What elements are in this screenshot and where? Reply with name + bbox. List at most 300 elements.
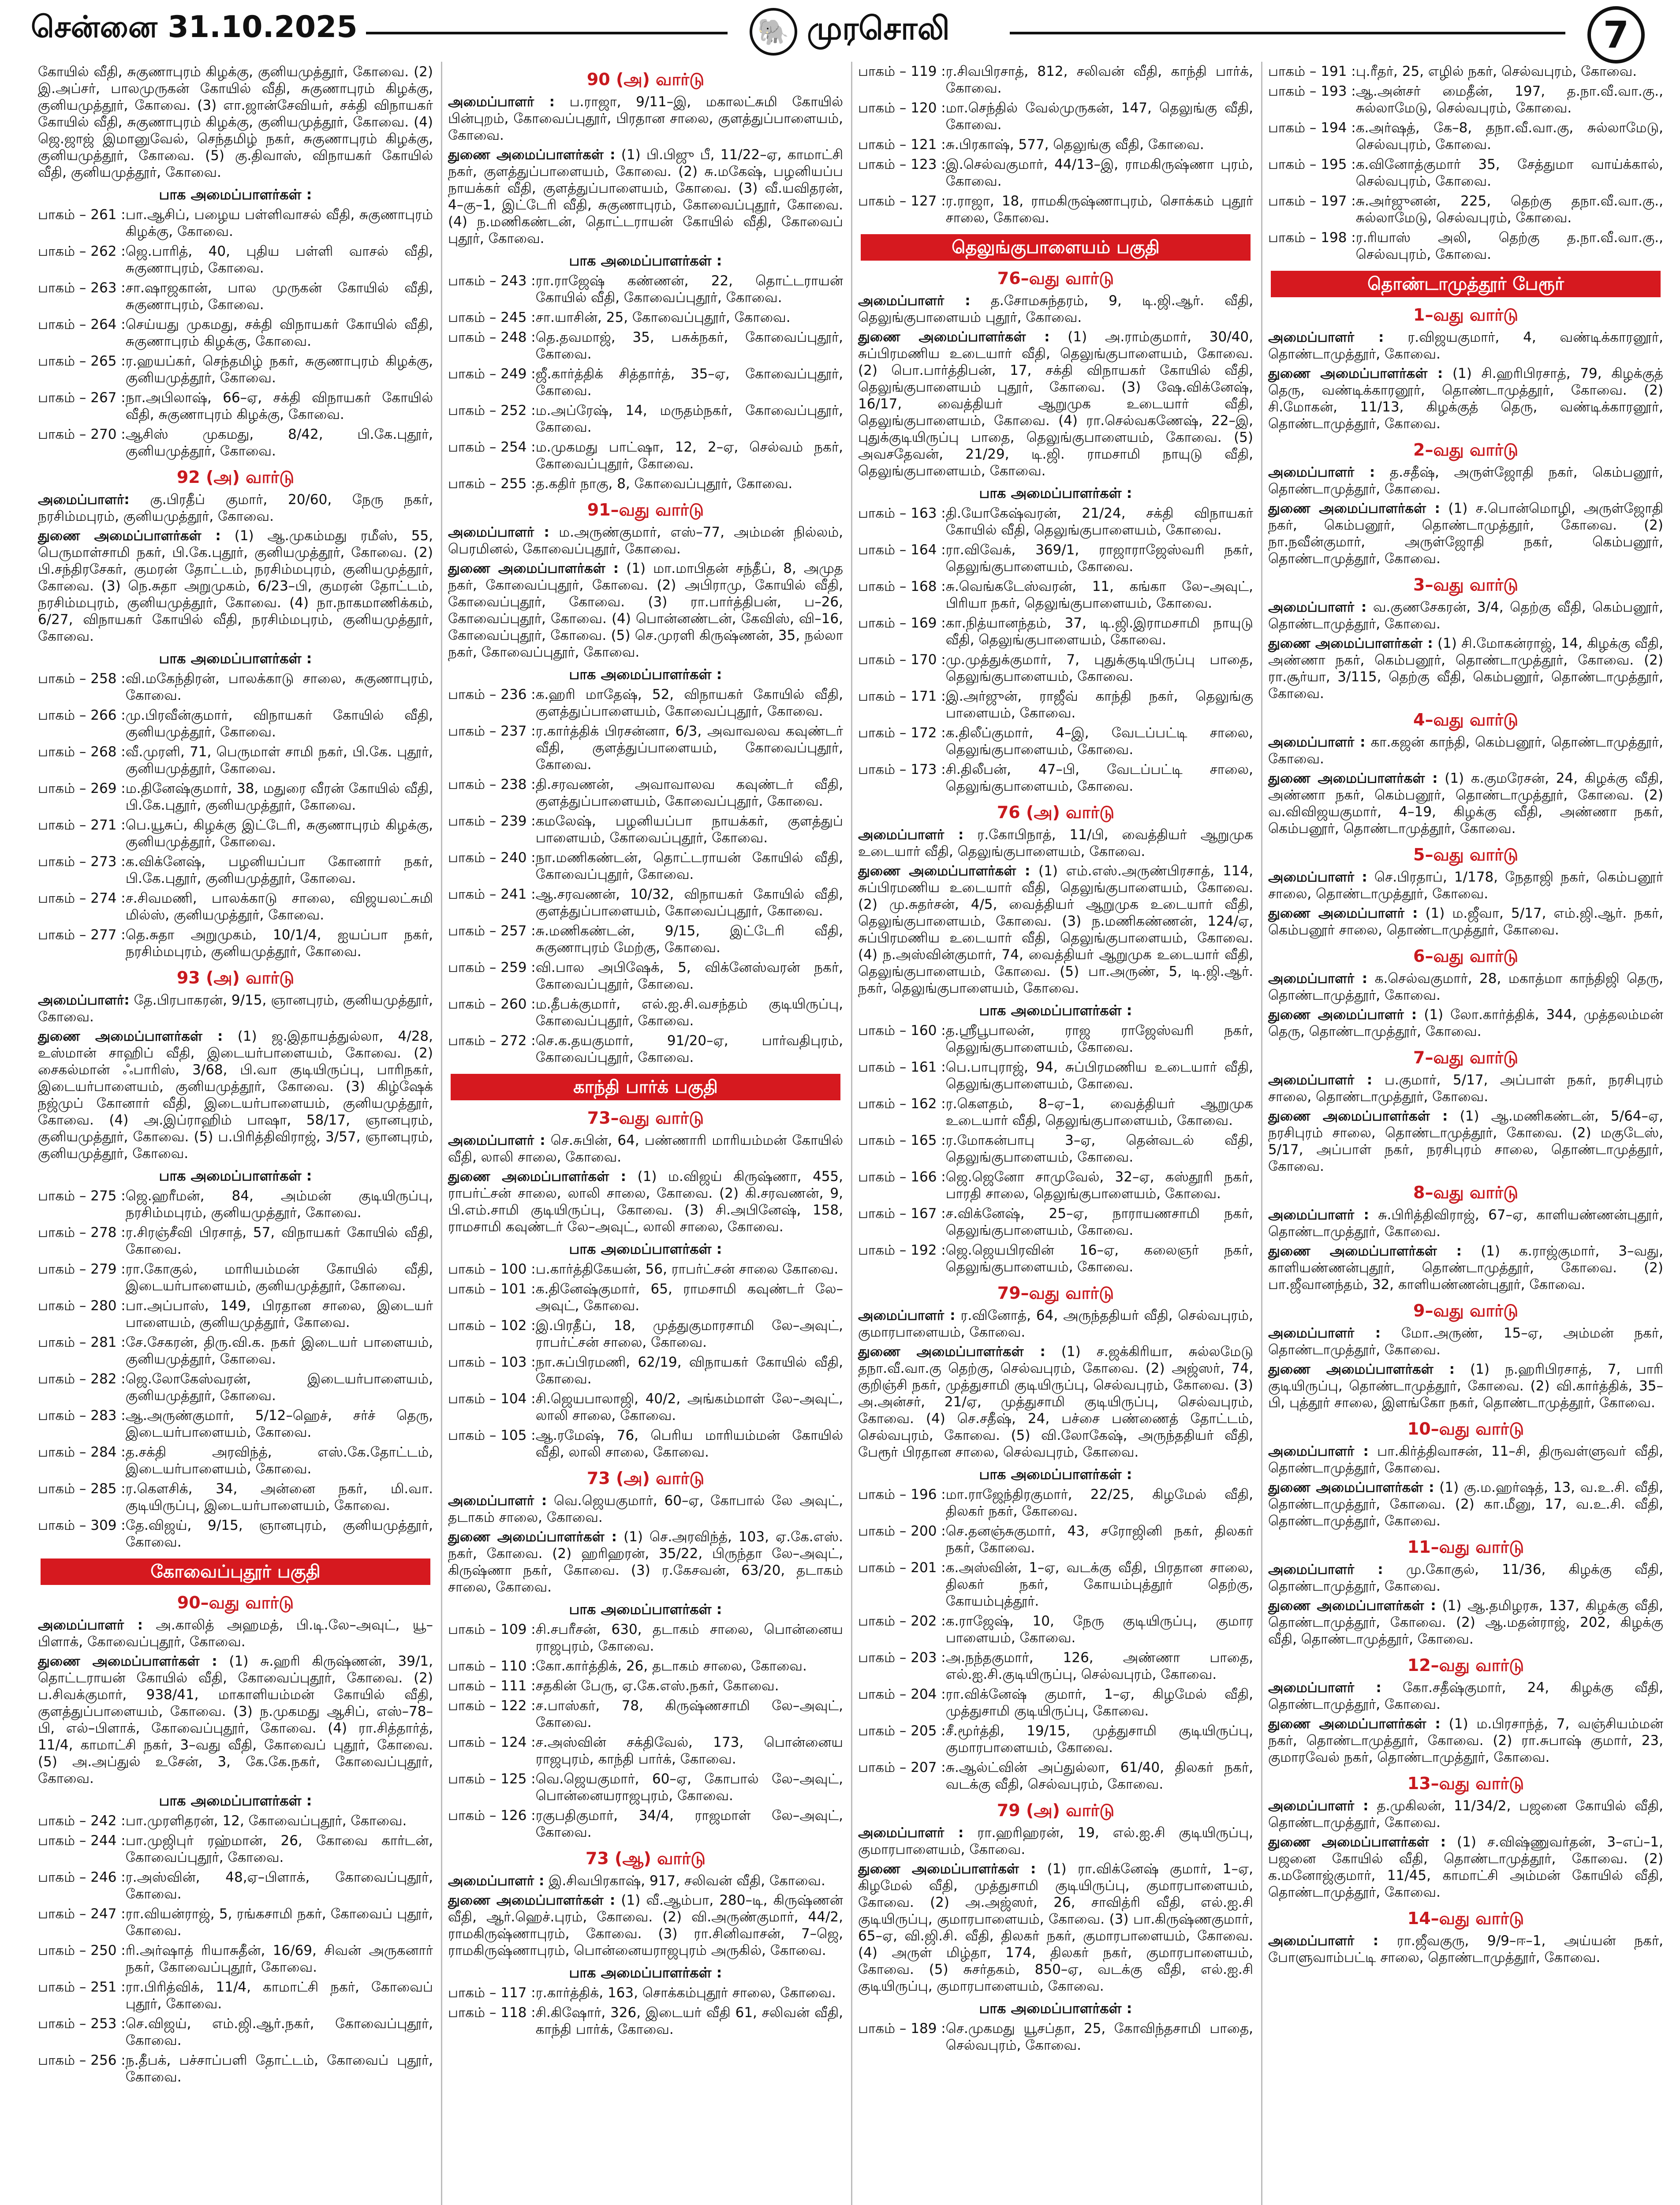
booth-entry [448, 813, 843, 846]
booth-person: பா.அப்பாஸ், 149, பிரதான சாலை, இடையர் பாளையம், குனியமுத்தூர், கோவை. [125, 1298, 433, 1330]
paragraph-text: (1) பி.பிஜு பீ, 11/22–ஏ, காமாட்சி நகர், குளத்துப்பாளையம், கோவை. (2) சு.மகேஷ், பழனியப்ப நாயக்கர் வீதி, குளத்துப்பாளையம், கோவை. (3) வீ.யவிதரன், 4–கு–1, இட்டேரி வீதி, சுகுணாபுரம், கோவைப்புதூர், கோவை. (4) ந.மணிகண்டன், தொட்டராயன் கோயில் வீதி, கோவைப் புதூர், கோவை. [448, 147, 843, 247]
booth-entry [448, 959, 843, 993]
booth-person: பா.முஜிபுர் ரஹ்மான், 26, கோவை கார்டன், கோவைப்புதூர், கோவை. [125, 1833, 433, 1865]
booth-entry [858, 1022, 1253, 1056]
booth-person: ர.அஸ்வின், 48,ஏ–பிளாக், கோவைப்புதூர், கோவை. [125, 1869, 433, 1902]
paragraph [858, 863, 1253, 997]
booth-label: பாகம் – 163 : [858, 505, 946, 521]
ward-heading: 14–வது வார்டு [1407, 1909, 1524, 1928]
subheading: பாக அமைப்பாளர்கள் : [159, 650, 312, 667]
booth-person: ஜெ.பாரித், 40, புதிய பள்ளி வாசல் வீதி, சுகுணாபுரம், கோவை. [125, 243, 433, 276]
booth-person: பா.முரளிதரன், 12, கோவைப்புதூர், கோவை. [125, 1813, 407, 1829]
paragraph-text: (1) அ.ராம்குமார், 30/40, சுப்பிரமணிய உடையார் வீதி, தெலுங்குபாளையம், கோவை. (2) பொ.பார்த்திபன், 17, சக்தி விநாயகர் கோயில் வீதி, தெலுங்குபாளையம் புதூர், கோவை. (3) ஷே.விக்னேஷ், 16/17, வைத்தியர் ஆறுமுக உடையார் வீதி, தெலுங்குபாளையம், கோவை. (4) ரா.செல்வகணேஷ், 22–இ, புதுக்குடியிருப்பு பாதை, தெலுங்குபாளையம், கோவை. (5) அவசதேவன், 21/29, டி.ஜி. ராமசாமி நாயுடு வீதி, தெலுங்குபாளையம், கோவை. [858, 329, 1253, 479]
booth-entry [858, 1686, 1253, 1719]
booth-label: பாகம் – 172 : [858, 725, 946, 741]
column-content [858, 63, 1253, 2054]
booth-label: பாகம் – 204 : [858, 1686, 946, 1702]
booth-label: பாகம் – 271 : [38, 817, 126, 833]
subheading: பாக அமைப்பாளர்கள் : [159, 186, 312, 203]
booth-entry [1268, 83, 1663, 116]
booth-person: ஆ.அருண்குமார், 5/12–ஹெச், சர்ச் தெரு, இடையர்பாளையம், கோவை. [125, 1408, 433, 1440]
booth-label: பாகம் – 189 : [858, 2021, 946, 2037]
booth-label: பாகம் – 275 : [38, 1188, 126, 1204]
booth-entry [858, 505, 1253, 538]
booth-person: தே.விஜய், 9/15, ஞானபுரம், குனியமுத்தூர், கோவை. [125, 1517, 433, 1550]
booth-person: சீ.மூர்த்தி, 19/15, முத்துசாமி குடியிருப்பு, குமாரபாளையம், கோவை. [945, 1723, 1253, 1756]
role-label: துணை அமைப்பாளர்கள் : [448, 1169, 627, 1185]
booth-person: ச.சிவமணி, பாலக்காடு சாலை, விஜயலட்சுமி மில்ஸ், குனியமுத்தூர், கோவை. [125, 890, 433, 923]
booth-entry [858, 136, 1253, 153]
ward-heading: 3–வது வார்டு [1413, 575, 1518, 594]
role-label: துணை அமைப்பாளர்கள் : [38, 1028, 223, 1044]
paragraph [1268, 1561, 1663, 1595]
booth-person: ச.அஸ்வின் சக்திவேல், 173, பொன்னைய ராஜபுரம், காந்தி பார்க், கோவை. [535, 1734, 843, 1767]
column-1 [31, 62, 442, 2205]
booth-person: சு.அர்ஜுனன், 225, தெற்கு தநா.வீ.வா.கு., சுல்லாமேடு, செல்வபுரம், கோவை. [1355, 193, 1663, 226]
booth-entry [38, 1517, 433, 1551]
paragraph-text: செ.சுபின், 64, பண்ணாரி மாரியம்மன் கோயில் வீதி, லாலி சாலை, கோவை. [448, 1132, 843, 1165]
booth-entry [448, 329, 843, 363]
booth-person: ர.கார்த்திக், 163, சொக்கம்புதூர் சாலை, கோவை. [535, 1985, 836, 2001]
booth-entry [858, 688, 1253, 721]
booth-label: பாகம் – 164 : [858, 542, 946, 558]
paragraph [448, 146, 843, 247]
booth-person: சு.வெங்கடேஸ்வரன், 11, கங்கா லே–அவுட், பிரியா நகர், தெலுங்குபாளையம், கோவை. [945, 579, 1253, 611]
booth-label: பாகம் – 264 : [38, 317, 126, 333]
paragraph-text: வ.குணசேகரன், 3/4, தெற்கு வீதி, கெம்பனூர், தொண்டாமுத்தூர், கோவை. [1268, 599, 1663, 632]
booth-person: செ.க.தயகுமார், 91/20–ஏ, பார்வதிபுரம், கோவைப்புதூர், கோவை. [535, 1033, 843, 1065]
booth-entry [858, 651, 1253, 685]
booth-person: க.ஹரி மாதேஷ், 52, விநாயகர் கோயில் வீதி, குளத்துப்பாளையம், கோவைப்புதூர், கோவை. [535, 687, 843, 719]
ward-heading: 13–வது வார்டு [1407, 1774, 1524, 1793]
booth-label: பாகம் – 265 : [38, 353, 126, 369]
booth-label: பாகம் – 239 : [448, 813, 536, 829]
booth-entry [38, 1261, 433, 1294]
booth-entry [858, 1523, 1253, 1556]
booth-person: ஜெ.லோகேஸ்வரன், இடையர்பாளையம், குனியமுத்தூர், கோவை. [125, 1371, 433, 1404]
booth-person: வீ.முரளி, 71, பெருமாள் சாமி நகர், பி.கே. புதூர், குனியமுத்தூர், கோவை. [125, 744, 433, 777]
paragraph-text: வெ.ஜெயகுமார், 60–ஏ, கோபால் லே அவுட், தடாகம் சாலை, கோவை. [448, 1493, 843, 1525]
booth-person: ம.தினேஷ்குமார், 38, மதுரை வீரன் கோயில் வீதி, பி.கே.புதூர், குனியமுத்தூர், கோவை. [125, 781, 433, 813]
subheading: பாக அமைப்பாளர்கள் : [979, 485, 1132, 501]
booth-entry [38, 1188, 433, 1221]
role-label: அமைப்பாளர் : [1268, 464, 1375, 480]
booth-entry [858, 1059, 1253, 1092]
paragraph-text: (1) ஆ.மணிகண்டன், 5/64–ஏ, நரசிபுரம் சாலை, தொண்டாமுத்தூர், கோவை. (2) மகுடேஸ், 5/17, அப்பாள் நகர், நரசிபுரம் சாலை, தொண்டாமுத்தூர், கோவை. [1268, 1108, 1663, 1174]
booth-person: க.ராஜேஷ், 10, நேரு குடியிருப்பு, குமார பாளையம், கோவை. [945, 1613, 1253, 1646]
booth-person: ஆ.அன்சர் மைதீன், 197, த.நா.வீ.வா.கு., சுல்லாமேடு, செல்வபுரம், கோவை. [1355, 83, 1663, 116]
booth-label: பாகம் – 253 : [38, 2016, 126, 2032]
paragraph [1268, 734, 1663, 767]
booth-entry [448, 686, 843, 720]
booth-person: ஆ.ரமேஷ், 76, பெரிய மாரியம்மன் கோயில் வீதி, லாலி சாலை, கோவை. [535, 1428, 843, 1460]
page-number: 7 [1587, 6, 1645, 64]
region-banner: கோவைப்புதூர் பகுதி [41, 1558, 430, 1585]
ward-heading: 10–வது வார்டு [1407, 1419, 1524, 1439]
booth-label: பாகம் – 127 : [858, 193, 946, 209]
paragraph [448, 1168, 843, 1235]
role-label: துணை அமைப்பாளர்கள் : [858, 1861, 1036, 1877]
column-content [448, 68, 843, 2038]
booth-label: பாகம் – 266 : [38, 707, 126, 723]
booth-label: பாகம் – 245 : [448, 310, 536, 325]
ward-heading: 1–வது வார்டு [1413, 305, 1518, 325]
booth-entry [448, 723, 843, 773]
booth-label: பாகம் – 247 : [38, 1906, 126, 1922]
booth-label: பாகம் – 255 : [448, 476, 536, 492]
booth-label: பாகம் – 103 : [448, 1354, 536, 1370]
paragraph-text: (1) ம.பிரசாந்த், 7, வஞ்சியம்மன் நகர், தொண்டாமுத்தூர், கோவை. (2) ரா.சுபாஷ் குமார், 23, குமாரவேல் நகர், தொண்டாமுத்தூர், கோவை. [1268, 1716, 1663, 1765]
paragraph [1268, 599, 1663, 632]
role-label: அமைப்பாளர் : [1268, 1207, 1369, 1223]
role-label: துணை அமைப்பாளர் : [1268, 1007, 1417, 1023]
role-label: துணை அமைப்பாளர்கள் : [1268, 1361, 1455, 1377]
role-label: துணை அமைப்பாளர்கள் : [1268, 366, 1443, 381]
paragraph-text: (1) ந.ஹரிபிரசாத், 7, பாரி குடியிருப்பு, தொண்டாமுத்தூர், கோவை. (2) வி.கார்த்திக், 35–பி, புத்தூர் சாலை, இளங்கோ நகர், தொண்டாமுத்தூர், கோவை. [1268, 1361, 1663, 1411]
booth-person: சி.ஜெயபாலாஜி, 40/2, அங்கம்மாள் லே–அவுட், லாலி சாலை, கோவை. [535, 1391, 843, 1424]
ward-heading: 11–வது வார்டு [1407, 1537, 1524, 1557]
booth-entry [858, 1242, 1253, 1275]
paragraph-text: (1) லோ.கார்த்திக், 344, முத்தலம்மன் தெரு, தொண்டாமுத்தூர், கோவை. [1268, 1007, 1663, 1039]
booth-label: பாகம் – 261 : [38, 207, 126, 223]
booth-person: ர.ரியாஸ் அலி, தெற்கு த.நா.வீ.வா.கு., செல்வபுரம், கோவை. [1355, 230, 1663, 262]
booth-label: பாகம் – 109 : [448, 1622, 536, 1637]
paragraph-text: (1) சி.மோகன்ராஜ், 14, கிழக்கு வீதி, அண்ணா நகர், கெம்பனூர், தொண்டாமுத்தூர், கோவை. (2) ரா.சூர்யா, 3/115, தெற்கு வீதி, கெம்பனூர், தொண்டாமுத்தூர், கோவை. [1268, 635, 1663, 702]
booth-entry [1268, 229, 1663, 263]
role-label: அமைப்பாளர் : [1268, 1562, 1383, 1577]
booth-entry [38, 853, 433, 887]
booth-person: ச.விக்னேஷ், 25–ஏ, நாராயணசாமி நகர், தெலுங்குபாளையம், கோவை. [945, 1206, 1253, 1238]
booth-label: பாகம் – 102 : [448, 1318, 536, 1334]
booth-entry [448, 849, 843, 883]
booth-person: தெ.தவமாஜ், 35, பசுக்நகர், கோவைப்புதூர், கோவை. [535, 329, 843, 362]
subheading: பாக அமைப்பாளர்கள் : [979, 1466, 1132, 1483]
booth-entry [38, 780, 433, 814]
role-label: துணை அமைப்பாளர்கள் : [1268, 1480, 1434, 1495]
paragraph [1268, 365, 1663, 432]
role-label: துணை அமைப்பாளர்கள் : [1268, 1716, 1441, 1732]
masthead-rule-left [366, 32, 728, 34]
booth-label: பாகம் – 249 : [448, 366, 536, 382]
booth-label: பாகம் – 120 : [858, 100, 946, 116]
booth-person: ரி.அர்ஷாத் ரியாசுதீன், 16/69, சிவன் அருகனார் நகர், கோவைப்புதூர், கோவை. [125, 1943, 433, 1975]
booth-label: பாகம் – 252 : [448, 403, 536, 419]
booth-label: பாகம் – 278 : [38, 1225, 126, 1241]
booth-person: கமலேஷ், பழனியப்பா நாயக்கர், குளத்துப் பாளையம், கோவைப்புதூர், கோவை. [535, 813, 843, 846]
masthead-rule-right [1010, 32, 1565, 34]
ward-heading: 79–வது வார்டு [997, 1283, 1114, 1303]
role-label: துணை அமைப்பாளர்கள் : [1268, 1834, 1446, 1850]
booth-label: பாகம் – 246 : [38, 1869, 126, 1885]
booth-label: பாகம் – 251 : [38, 1979, 126, 1995]
booth-person: சு.மணிகண்டன், 9/15, இட்டேரி வீதி, சுகுணாபுரம் மேற்கு, கோவை. [535, 923, 843, 956]
paragraph-text: (1) செ.அரவிந்த், 103, ஏ.கே.எஸ். நகர், கோவை. (2) ஹரிஹரன், 35/22, பிருந்தா லே–அவுட், கிருஷ்ணா நகர், கோவை. (3) ர.கேசவன், 63/20, தடாகம் சாலை, கோவை. [448, 1529, 843, 1595]
booth-label: பாகம் – 260 : [448, 996, 536, 1012]
role-label: அமைப்பாளர் : [1268, 971, 1368, 987]
booth-label: பாகம் – 168 : [858, 579, 946, 594]
booth-person: க.அர்ஷத், கே–8, தநா.வீ.வா.கு, சுல்லாமேடு, செல்வபுரம், கோவை. [1355, 120, 1663, 153]
booth-person: கா.நித்யானந்தம், 37, டி.ஜி.இராமசாமி நாயுடு வீதி, தெலுங்குபாளையம், கோவை. [945, 615, 1253, 648]
booth-label: பாகம் – 243 : [448, 273, 536, 289]
ward-heading: 73 (அ) வார்டு [586, 1469, 705, 1488]
booth-entry [38, 1444, 433, 1477]
booth-label: பாகம் – 200 : [858, 1523, 946, 1539]
paragraph-text: ப.ராஜா, 9/11–இ, மகாலட்சுமி கோயில் பின்புறம், கோவைப்புதூர், பிரதான சாலை, குளத்துப்பாளையம், கோவை. [448, 94, 843, 143]
booth-entry [38, 1979, 433, 2012]
paragraph-text: ப.குமார், 5/17, அப்பாள் நகர், நரசிபுரம் சாலை, தொண்டாமுத்தூர், கோவை. [1268, 1072, 1663, 1105]
booth-entry [858, 1559, 1253, 1610]
paragraph [1268, 1715, 1663, 1766]
booth-entry [38, 1407, 433, 1441]
region-banner: காந்தி பார்க் பகுதி [451, 1074, 840, 1100]
booth-person: ஆ.சரவணன், 10/32, விநாயகர் கோயில் வீதி, குளத்துப்பாளையம், கோவைப்புதூர், கோவை. [535, 886, 843, 919]
paragraph [1268, 1597, 1663, 1648]
booth-label: பாகம் – 201 : [858, 1560, 946, 1576]
booth-person: மா.ராஜேந்திரகுமார், 22/25, கிழமேல் வீதி, திலகர் நகர், கோவை. [945, 1487, 1253, 1519]
booth-label: பாகம் – 258 : [38, 671, 126, 687]
paragraph [1268, 1006, 1663, 1040]
ward-heading: 93 (அ) வார்டு [176, 968, 295, 987]
paragraph [38, 992, 433, 1025]
paragraph-text: ரா.ஹரிஹரன், 19, எல்.ஐ.சி குடியிருப்பு, குமாரபாளையம், கோவை. [858, 1825, 1253, 1857]
booth-label: பாகம் – 284 : [38, 1444, 126, 1460]
newspaper-name: முரசொலி [807, 10, 950, 47]
booth-entry [38, 1224, 433, 1258]
booth-entry [38, 1869, 433, 1902]
ward-heading: 76 (அ) வார்டு [997, 803, 1115, 822]
booth-person: வி.மகேந்திரன், பாலக்காடு சாலை, சுகுணாபுரம், கோவை. [125, 671, 433, 703]
role-label: அமைப்பாளர் : [448, 524, 549, 540]
booth-label: பாகம் – 268 : [38, 744, 126, 760]
booth-person: மா.செந்தில் வேல்முருகன், 147, தெலுங்கு வீதி, கோவை. [945, 100, 1253, 133]
role-label: அமைப்பாளர் : [1268, 869, 1367, 885]
paragraph-text: த.முகிலன், 11/34/2, பஜனை கோயில் வீதி, தொண்டாமுத்தூர், கோவை. [1268, 1798, 1663, 1831]
booth-entry [38, 426, 433, 460]
role-label: துணை அமைப்பாளர்கள் : [1268, 1108, 1448, 1124]
ward-heading: 6–வது வார்டு [1413, 946, 1518, 966]
booth-entry [38, 2015, 433, 2049]
elephant-logo-icon: 🐘 [750, 8, 797, 56]
booth-entry [858, 1205, 1253, 1239]
role-label: அமைப்பாளர் : [858, 827, 964, 843]
subheading: பாக அமைப்பாளர்கள் : [569, 1601, 722, 1618]
booth-entry [858, 193, 1253, 226]
column-content [1268, 63, 1663, 1966]
paragraph-text: த.சோமசுந்தரம், 9, டி.ஜி.ஆர். வீதி, தெலுங்குபாளையம் புதூர், கோவை. [858, 293, 1253, 325]
booth-entry [38, 316, 433, 350]
ward-heading: 90–வது வார்டு [177, 1593, 294, 1612]
booth-entry [448, 402, 843, 436]
booth-entry [38, 389, 433, 423]
booth-person: ம.தீபக்குமார், எல்.ஐ.சி.வசந்தம் குடியிருப்பு, கோவைப்புதூர், கோவை. [535, 996, 843, 1029]
booth-person: த.சக்தி அரவிந்த், எஸ்.கே.தோட்டம், இடையர்பாளையம், கோவை. [125, 1444, 433, 1477]
booth-label: பாகம் – 193 : [1268, 83, 1356, 99]
paragraph [38, 1653, 433, 1787]
booth-entry [448, 1658, 843, 1674]
booth-person: ர.கௌதம், 8–ஏ–1, வைத்தியர் ஆறுமுக உடையார் வீதி, தெலுங்குபாளையம், கோவை. [945, 1096, 1253, 1129]
booth-entry [448, 923, 843, 956]
paragraph [1268, 1932, 1663, 1966]
paragraph [1268, 1072, 1663, 1105]
paragraph-text: இ.சிவபிரகாஷ், 917, சலிவன் வீதி, கோவை. [544, 1873, 825, 1889]
booth-label: பாகம் – 167 : [858, 1206, 946, 1222]
booth-person: இ.அர்ஜுன், ராஜீவ் காந்தி நகர், தெலுங்கு பாளையம், கோவை. [945, 688, 1253, 721]
role-label: அமைப்பாளர் : [1268, 1680, 1381, 1696]
role-label: துணை அமைப்பாளர்கள் : [1268, 1243, 1462, 1259]
booth-entry [858, 1759, 1253, 1793]
booth-label: பாகம் – 207 : [858, 1760, 946, 1775]
booth-entry [38, 927, 433, 960]
booth-label: பாகம் – 170 : [858, 652, 946, 668]
booth-label: பாகம் – 257 : [448, 923, 536, 939]
booth-person: நா.அபிலாஷ், 66–ஏ, சக்தி விநாயகர் கோயில் வீதி, சுகுணாபுரம் கிழக்கு, கோவை. [125, 390, 433, 422]
booth-person: ரா.ராஜேஷ் கண்ணன், 22, தொட்டராயன் கோயில் வீதி, கோவைப்புதூர், கோவை. [535, 273, 843, 306]
booth-entry [858, 761, 1253, 795]
paragraph-text: அ.காலித் அஹமத், பி.டி.லே–அவுட், யூ–பிளாக், கோவைப்புதூர், கோவை. [38, 1617, 433, 1650]
region-banner: தொண்டாமுத்தூர் பேரூர் [1271, 271, 1661, 297]
role-label: அமைப்பாளர் : [448, 1132, 545, 1148]
booth-entry [38, 2052, 433, 2085]
paragraph [1268, 1798, 1663, 1831]
booth-person: ம.முகமது பாட்ஷா, 12, 2–ஏ, செல்வம் நகர், கோவைப்புதூர், கோவை. [535, 439, 843, 472]
booth-label: பாகம் – 241 : [448, 886, 536, 902]
ward-heading: 79 (அ) வார்டு [997, 1801, 1115, 1820]
booth-label: பாகம் – 123 : [858, 157, 946, 172]
booth-person: சி.சபரீசன், 630, தடாகம் சாலை, பொன்னைய ராஜபுரம், கோவை. [535, 1622, 843, 1654]
booth-person: ஜெ.ஜெனோ சாமுவேல், 32–ஏ, கஸ்தூரி நகர், பாரதி சாலை, தெலுங்குபாளையம், கோவை. [945, 1169, 1253, 1202]
booth-label: பாகம் – 196 : [858, 1487, 946, 1502]
role-label: அமைப்பாளர் : [1268, 329, 1384, 345]
role-label: அமைப்பாளர் : [1268, 1072, 1373, 1088]
paragraph [38, 527, 433, 645]
booth-person: க.வினோத்குமார் 35, சேத்துமா வாய்க்கால், செல்வபுரம், கோவை. [1355, 157, 1663, 189]
booth-label: பாகம் – 248 : [448, 329, 536, 345]
paragraph [1268, 1325, 1663, 1358]
ward-heading: 12–வது வார்டு [1407, 1656, 1524, 1675]
booth-label: பாகம் – 125 : [448, 1771, 536, 1787]
booth-entry [38, 280, 433, 313]
subheading: பாக அமைப்பாளர்கள் : [159, 1792, 312, 1809]
paragraph-text: (1) ச.பொன்மொழி, அருள்ஜோதி நகர், கெம்பனூர், தொண்டாமுத்தூர், கோவை. (2) நா.நவீன்குமார், அருள்ஜோதி நகர், கெம்பனூர், தொண்டாமுத்தூர், கோவை. [1268, 501, 1664, 567]
booth-person: சா.யாசின், 25, கோவைப்புதூர், கோவை. [535, 310, 791, 325]
paragraph-text: (1) ச.விஷ்ணுவர்தன், 3–எப்–1, பஜனை கோயில் வீதி, தொண்டாமுத்தூர், கோவை. (2) க.மனோஜ்குமார், 11/45, காமாட்சி அம்மன் கோயில் வீதி, தொண்டாமுத்தூர், கோவை. [1268, 1834, 1663, 1900]
booth-label: பாகம் – 244 : [38, 1833, 126, 1849]
subheading: பாக அமைப்பாளர்கள் : [569, 252, 722, 269]
booth-label: பாகம் – 250 : [38, 1943, 126, 1958]
booth-person: அ.நந்தகுமார், 126, அண்ணா பாதை, எல்.ஐ.சி.குடியிருப்பு, செல்வபுரம், கோவை. [945, 1650, 1253, 1682]
paragraph-text: (1) மா.மாபிதன் சந்தீப், 8, அமுத நகர், கோவைப்புதூர், கோவை. (2) அபிராமு, கோயில் வீதி, கோவைப்புதூர், கோவை. (3) ரா.பார்த்திபன், ப–26, கோவைப்புதூர், கோவை. (4) பொன்னண்டன், கேவிஸ், வி–16, கோவைப்புதூர், கோவை. (5) செ.முரளி கிருஷ்ணன், 35, நல்லா நகர், கோவைப்புதூர், கோவை. [448, 561, 843, 660]
paragraph-text: பா.கிர்த்திவாசன், 11–சி, திருவள்ளுவர் வீதி, தொண்டாமுத்தூர், கோவை. [1268, 1443, 1663, 1476]
booth-person: த.கதிர் நாகு, 8, கோவைப்புதூர், கோவை. [535, 476, 793, 492]
paragraph-text: (1) ம.விஜய் கிருஷ்ணா, 455, ராபர்ட்சன் சாலை, லாலி சாலை, கோவை. (2) கி.சரவணன், 9, பி.எம்.சாமி குடியிருப்பு, கோவை. (3) சி.அபினேஷ், 158, ராமசாமி கவுண்டர் லே–அவுட், லாலி சாலை, கோவை. [448, 1169, 843, 1235]
role-label: துணை அமைப்பாளர்கள் : [448, 1892, 616, 1908]
paragraph-text: க.செல்வகுமார், 28, மகாத்மா காந்திஜி தெரு, தொண்டாமுத்தூர், கோவை. [1268, 971, 1663, 1003]
booth-label: பாகம் – 242 : [38, 1813, 126, 1829]
column-3 [851, 62, 1262, 2205]
booth-entry [858, 578, 1253, 612]
paragraph-text: செ.பிரதாப், 1/178, நேதாஜி நகர், கெம்பனூர் சாலை, தொண்டாமுத்தூர், கோவை. [1268, 869, 1663, 902]
booth-person: சி.கிஷோர், 326, இடையர் வீதி 61, சலிவன் வீதி, காந்தி பார்க், கோவை. [535, 2005, 843, 2037]
booth-entry [858, 1723, 1253, 1756]
booth-person: சே.சேகரன், திரு.வி.க. நகர் இடையர் பாளையம், குனியமுத்தூர், கோவை. [125, 1334, 433, 1367]
booth-label: பாகம் – 171 : [858, 688, 946, 704]
role-label: துணை அமைப்பாளர்கள் : [1268, 1598, 1436, 1614]
booth-entry [858, 1169, 1253, 1202]
booth-person: பு.ரீதர், 25, எழில் நகர், செல்வபுரம், கோவை. [1355, 64, 1637, 79]
booth-person: சா.ஷாஜகான், பால முருகன் கோயில் வீதி, சுகுணாபுரம், கோவை. [125, 280, 433, 313]
ward-heading: 76–வது வார்டு [997, 269, 1114, 288]
booth-label: பாகம் – 254 : [448, 439, 536, 455]
booth-entry [38, 1813, 433, 1829]
paragraph [1268, 464, 1663, 497]
role-label: துணை அமைப்பாளர்கள் : [38, 1653, 217, 1669]
ward-heading: 7–வது வார்டு [1413, 1048, 1518, 1067]
booth-label: பாகம் – 101 : [448, 1281, 536, 1297]
paragraph [858, 1307, 1253, 1341]
booth-entry [38, 1334, 433, 1368]
booth-label: பாகம் – 105 : [448, 1428, 536, 1443]
booth-label: பாகம் – 197 : [1268, 193, 1356, 209]
booth-label: பாகம் – 160 : [858, 1023, 946, 1039]
booth-entry [858, 615, 1253, 648]
booth-person: ஜெ.ஜெயபிரவின் 16–ஏ, கலைஞர் நகர், தெலுங்குபாளையம், கோவை. [945, 1242, 1253, 1275]
booth-person: மு.பிரவீன்குமார், விநாயகர் கோயில் வீதி, குனியமுத்தூர், கோவை. [125, 707, 433, 740]
booth-label: பாகம் – 169 : [858, 615, 946, 631]
paragraph [1268, 1243, 1663, 1293]
booth-label: பாகம் – 240 : [448, 850, 536, 866]
paragraph-text: கா.கஜன் காந்தி, கெம்பனூர், தொண்டாமுத்தூர், கோவை. [1268, 734, 1663, 767]
booth-person: நா.மணிகண்டன், தொட்டராயன் கோயில் வீதி, கோவைப்புதூர், கோவை. [535, 850, 843, 882]
booth-entry [448, 1354, 843, 1387]
paragraph [1268, 770, 1663, 837]
booth-label: பாகம் – 236 : [448, 687, 536, 703]
booth-label: பாகம் – 262 : [38, 243, 126, 259]
subheading: பாக அமைப்பாளர்கள் : [979, 2000, 1132, 2017]
ward-heading: 9–வது வார்டு [1413, 1301, 1518, 1320]
paragraph-text: ரா.ஜீவகுரு, 9/9–ஈ–1, அய்யன் நகர், போளுவாம்பட்டி சாலை, தொண்டாமுத்தூர், கோவை. [1268, 1933, 1663, 1966]
paragraph [1268, 1207, 1663, 1240]
booth-person: ஜீ.கார்த்திக் சித்தார்த், 35–ஏ, கோவைப்புதூர், கோவை. [535, 366, 843, 399]
booth-label: பாகம் – 238 : [448, 777, 536, 792]
booth-entry [448, 1621, 843, 1655]
booth-person: ம.அப்ரேஷ், 14, மருதம்நகர், கோவைப்புதூர், கோவை. [535, 403, 843, 435]
booth-entry [858, 156, 1253, 190]
booth-entry [448, 2004, 843, 2038]
booth-person: சு.பிரகாஷ், 577, தெலுங்கு வீதி, கோவை. [945, 137, 1204, 153]
booth-label: பாகம் – 100 : [448, 1261, 536, 1277]
paragraph [1268, 1834, 1663, 1901]
booth-person: பெ.யூசுப், கிழக்கு இட்டேரி, சுகுணாபுரம் கிழக்கு, குனியமுத்தூர், கோவை. [125, 817, 433, 850]
paragraph-text: (1) ஜ.இதாயத்துல்லா, 4/28, உஸ்மான் சாஹிப் வீதி, இடையர்பாளையம், கோவை. (2) சைகல்மான் ஃபாரிஸ், 3/68, பி.வா குடியிருப்பு, பாரிநகர், இடையர்பாளையம், குனியமுத்தூர், கோவை. (3) கிழ்ஷேக் நஜ்முப் கோனார் வீதி, இடையர்பாளையம், குனியமுத்தூர், கோவை. (4) அ.இப்ராஹிம் பாஷா, 58/17, ஞானபுரம், குனியமுத்தூர், கோவை. (5) ப.பிரித்திவிராஜ், 3/57, ஞானபுரம், குனியமுத்தூர், கோவை. [38, 1028, 433, 1162]
booth-entry [448, 273, 843, 306]
booth-person: ர.ஹயப்கர், செந்தமிழ் நகர், சுகுணாபுரம் கிழக்கு, குனியமுத்தூர், கோவை. [125, 353, 433, 386]
ward-heading: 2–வது வார்டு [1413, 440, 1518, 460]
booth-label: பாகம் – 126 : [448, 1808, 536, 1824]
role-label: துணை அமைப்பாளர்கள் : [1268, 501, 1440, 516]
booth-person: ஜெ.ஹரீமன், 84, அம்மன் குடியிருப்பு, நரசிம்மபுரம், குனியமுத்தூர், கோவை. [125, 1188, 433, 1221]
booth-person: சி.திலீபன், 47–பி, வேடப்பட்டி சாலை, தெலுங்குபாளையம், கோவை. [945, 762, 1253, 794]
booth-label: பாகம் – 283 : [38, 1408, 126, 1424]
paragraph [858, 826, 1253, 860]
booth-label: பாகம் – 273 : [38, 854, 126, 870]
paragraph-text: (1) ம.ஜீவா, 5/17, எம்.ஜி.ஆர். நகர், கெம்பனூர் சாலை, தொண்டாமுத்தூர், கோவை. [1268, 905, 1663, 938]
paragraph [448, 93, 843, 144]
booth-person: மு.முத்துக்குமார், 7, புதுக்குடியிருப்பு பாதை, தெலுங்குபாளையம், கோவை. [945, 652, 1253, 684]
booth-person: பெ.பாபுராஜ், 94, சுப்பிரமணிய உடையார் வீதி, தெலுங்குபாளையம், கோவை. [945, 1059, 1253, 1092]
booth-person: நா.சுப்பிரமணி, 62/19, விநாயகர் கோயில் வீதி, கோவை. [535, 1354, 843, 1387]
role-label: அமைப்பாளர் : [858, 293, 971, 309]
booth-entry [1268, 63, 1663, 80]
